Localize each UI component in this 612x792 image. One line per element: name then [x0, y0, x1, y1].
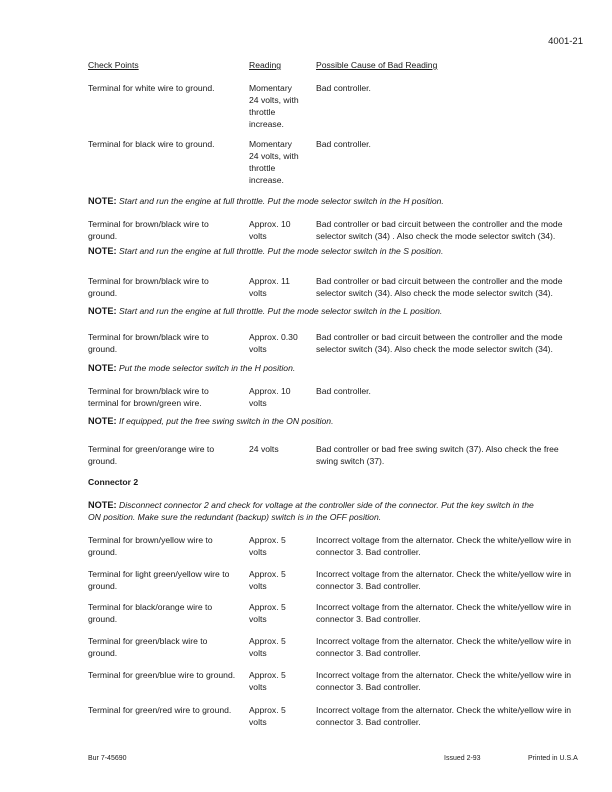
text-line: Terminal for green/red wire to ground.	[88, 705, 232, 715]
text-line: Terminal for brown/black wire to	[88, 219, 209, 229]
footer-printed: Printed in U.S.A	[528, 755, 578, 762]
cause-cell	[316, 601, 596, 625]
note-label: NOTE:	[88, 246, 117, 256]
reading-cell	[249, 534, 315, 558]
reading-cell	[249, 218, 315, 242]
check-point-cell	[88, 443, 248, 467]
text-line: Bad controller.	[316, 139, 371, 149]
text-line: Approx. 5	[249, 636, 286, 646]
text-line: connector 3. Bad controller.	[316, 614, 421, 624]
cause-cell	[316, 704, 596, 728]
text-line: 24 volts	[249, 444, 279, 454]
text-line: selector switch (34). Also check the mode selector switch (34).	[316, 288, 553, 298]
text-line: Approx. 10	[249, 219, 291, 229]
reading-cell	[249, 331, 315, 355]
text-line: ground.	[88, 456, 118, 466]
text-line: volts	[249, 648, 267, 658]
note-text: Put the mode selector switch in the H position.	[118, 363, 296, 373]
text-line: Terminal for brown/black wire to	[88, 386, 209, 396]
cause-cell	[316, 331, 596, 355]
reading-cell	[249, 138, 315, 186]
text-line: Terminal for black/orange wire to	[88, 602, 213, 612]
text-line: Bad controller.	[316, 386, 371, 396]
check-point-cell	[88, 534, 248, 558]
note-label: NOTE:	[88, 306, 117, 316]
text-line: throttle	[249, 107, 276, 117]
note-line	[88, 499, 600, 511]
text-line: ground.	[88, 288, 118, 298]
note	[88, 499, 600, 523]
cause-cell	[316, 534, 596, 558]
note	[88, 245, 600, 257]
section-heading: Connector 2	[88, 477, 139, 487]
note-line	[88, 305, 600, 317]
text-line: Terminal for black wire to ground.	[88, 139, 215, 149]
text-line: 24 volts, with	[249, 151, 299, 161]
reading-cell	[249, 82, 315, 130]
text-line: volts	[249, 614, 267, 624]
cause-cell	[316, 82, 596, 94]
text-line: Incorrect voltage from the alternator. Check the white/yellow wire in	[316, 602, 572, 612]
text-line: Terminal for brown/yellow wire to	[88, 535, 213, 545]
check-point-cell	[88, 275, 248, 299]
text-line: Approx. 5	[249, 670, 286, 680]
text-line: Approx. 5	[249, 602, 286, 612]
check-point-cell	[88, 601, 248, 625]
note	[88, 305, 600, 317]
note-text: Start and run the engine at full throttle. Put the mode selector switch in the H position.	[118, 196, 444, 206]
text-line: increase.	[249, 119, 284, 129]
text-line: terminal for brown/green wire.	[88, 398, 202, 408]
text-line: ground.	[88, 648, 118, 658]
text-line: Incorrect voltage from the alternator. Check the white/yellow wire in	[316, 705, 572, 715]
note-text: ON position. Make sure the redundant (backup) switch is in the OFF position.	[88, 512, 382, 522]
check-point-cell	[88, 82, 248, 94]
note-text: If equipped, put the free swing switch in the ON position.	[118, 416, 334, 426]
text-line: Approx. 0.30	[249, 332, 298, 342]
text-line: Bad controller or bad circuit between the controller and the mode	[316, 219, 563, 229]
text-line: Terminal for white wire to ground.	[88, 83, 215, 93]
cause-cell	[316, 568, 596, 592]
text-line: ground.	[88, 581, 118, 591]
reading-cell	[249, 669, 315, 693]
note-text: Start and run the engine at full throttle. Put the mode selector switch in the L position.	[118, 306, 443, 316]
note-line	[88, 362, 600, 374]
text-line: Bad controller or bad circuit between the controller and the mode	[316, 332, 563, 342]
text-line: ground.	[88, 344, 118, 354]
note	[88, 415, 600, 427]
text-line: volts	[249, 547, 267, 557]
page-number: 4001-21	[548, 36, 583, 47]
cause-cell	[316, 275, 596, 299]
note-line	[88, 511, 600, 523]
text-line: Bad controller or bad free swing switch (37). Also check the free	[316, 444, 559, 454]
text-line: selector switch (34). Also check the mode selector switch (34).	[316, 344, 553, 354]
note-label: NOTE:	[88, 500, 117, 510]
text-line: Incorrect voltage from the alternator. Check the white/yellow wire in	[316, 670, 572, 680]
check-point-cell	[88, 568, 248, 592]
check-point-cell	[88, 385, 248, 409]
text-line: 24 volts, with	[249, 95, 299, 105]
text-line: increase.	[249, 175, 284, 185]
text-line: ground.	[88, 547, 118, 557]
text-line: Momentary	[249, 83, 292, 93]
text-line: volts	[249, 682, 267, 692]
reading-cell	[249, 704, 315, 728]
text-line: Approx. 11	[249, 276, 290, 286]
text-line: Momentary	[249, 139, 292, 149]
note-text: Start and run the engine at full throttle. Put the mode selector switch in the S position.	[118, 246, 444, 256]
text-line: Incorrect voltage from the alternator. Check the white/yellow wire in	[316, 636, 572, 646]
check-point-cell	[88, 704, 248, 716]
text-line: Approx. 5	[249, 535, 286, 545]
text-line: Approx. 10	[249, 386, 291, 396]
text-line: Bad controller.	[316, 83, 371, 93]
note-label: NOTE:	[88, 196, 117, 206]
note-line	[88, 415, 600, 427]
text-line: Terminal for green/orange wire to	[88, 444, 215, 454]
header-check-points: Check Points	[88, 60, 139, 70]
note	[88, 195, 600, 207]
cause-cell	[316, 385, 596, 397]
header-reading: Reading	[249, 60, 282, 70]
reading-cell	[249, 601, 315, 625]
text-line: Terminal for green/black wire to	[88, 636, 208, 646]
text-line: Approx. 5	[249, 569, 286, 579]
reading-cell	[249, 635, 315, 659]
text-line: Approx. 5	[249, 705, 286, 715]
note-line	[88, 245, 600, 257]
text-line: ground.	[88, 614, 118, 624]
check-point-cell	[88, 138, 248, 150]
header-cause: Possible Cause of Bad Reading	[316, 60, 438, 70]
note	[88, 362, 600, 374]
text-line: Terminal for brown/black wire to	[88, 276, 209, 286]
text-line: volts	[249, 581, 267, 591]
note-label: NOTE:	[88, 416, 117, 426]
text-line: volts	[249, 231, 267, 241]
text-line: Incorrect voltage from the alternator. Check the white/yellow wire in	[316, 535, 572, 545]
reading-cell	[249, 443, 315, 455]
check-point-cell	[88, 218, 248, 242]
text-line: volts	[249, 288, 267, 298]
note-label: NOTE:	[88, 363, 117, 373]
text-line: volts	[249, 344, 267, 354]
text-line: Terminal for light green/yellow wire to	[88, 569, 230, 579]
text-line: ground.	[88, 231, 118, 241]
cause-cell	[316, 669, 596, 693]
text-line: connector 3. Bad controller.	[316, 717, 421, 727]
text-line: throttle	[249, 163, 276, 173]
cause-cell	[316, 635, 596, 659]
text-line: Incorrect voltage from the alternator. Check the white/yellow wire in	[316, 569, 572, 579]
reading-cell	[249, 385, 315, 409]
text-line: swing switch (37).	[316, 456, 385, 466]
reading-cell	[249, 568, 315, 592]
note-text: Disconnect connector 2 and check for voltage at the controller side of the connector. Put the key switch in the	[118, 500, 534, 510]
text-line: connector 3. Bad controller.	[316, 682, 421, 692]
cause-cell	[316, 138, 596, 150]
text-line: volts	[249, 398, 267, 408]
text-line: selector switch (34) . Also check the mode selector switch (34).	[316, 231, 556, 241]
check-point-cell	[88, 331, 248, 355]
text-line: Terminal for green/blue wire to ground.	[88, 670, 236, 680]
check-point-cell	[88, 669, 248, 681]
note-line	[88, 195, 600, 207]
text-line: Bad controller or bad circuit between the controller and the mode	[316, 276, 563, 286]
cause-cell	[316, 443, 596, 467]
cause-cell	[316, 218, 596, 242]
text-line: connector 3. Bad controller.	[316, 547, 421, 557]
text-line: connector 3. Bad controller.	[316, 581, 421, 591]
reading-cell	[249, 275, 315, 299]
text-line: volts	[249, 717, 267, 727]
check-point-cell	[88, 635, 248, 659]
text-line: connector 3. Bad controller.	[316, 648, 421, 658]
footer-doc-number: Bur 7-45690	[88, 755, 127, 762]
text-line: Terminal for brown/black wire to	[88, 332, 209, 342]
footer-issued: Issued 2-93	[444, 755, 481, 762]
